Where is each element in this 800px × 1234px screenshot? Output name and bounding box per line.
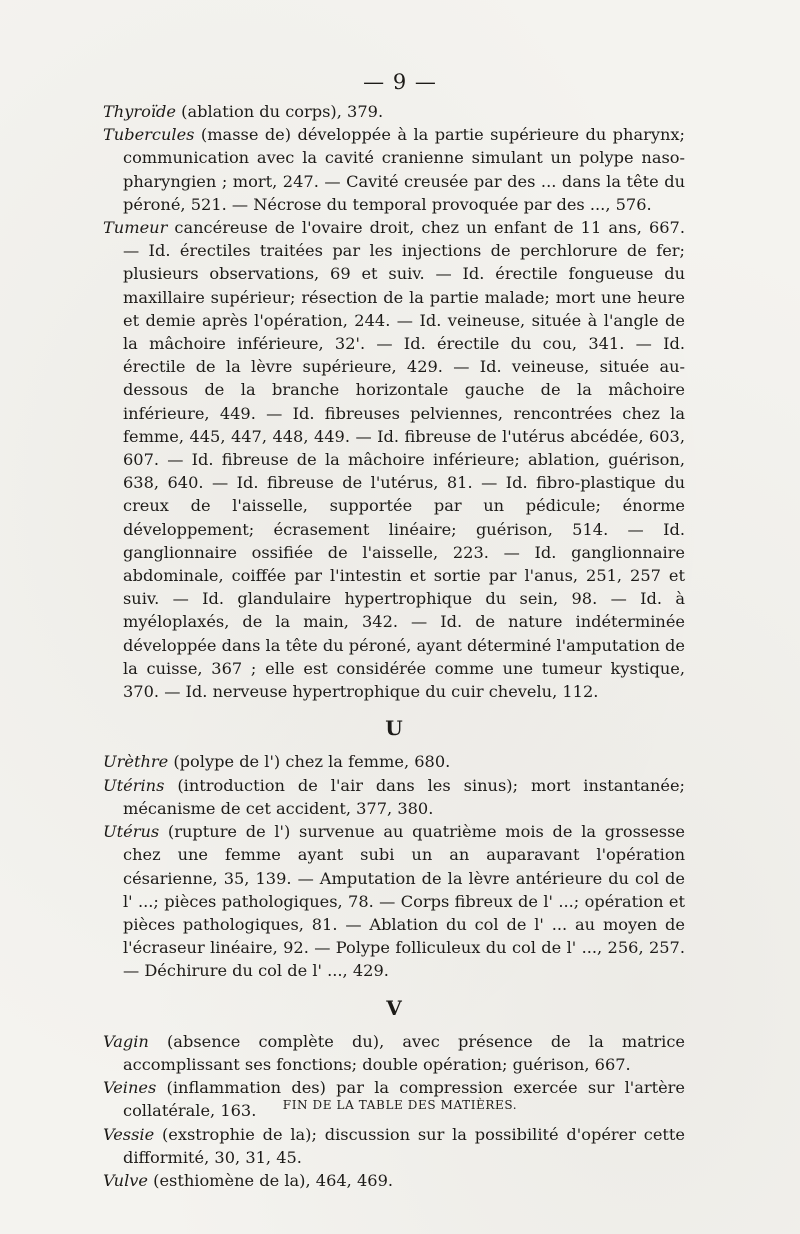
index-term: Veines [103, 1078, 157, 1098]
index-text: (ablation du corps), 379. [175, 102, 384, 121]
index-term: Vagin [103, 1031, 149, 1051]
index-term: Vulve [103, 1170, 148, 1190]
index-entry-tumeur [103, 216, 685, 703]
index-text: cancéreuse de l'ovaire droit, chez un enfant de 11 ans, 667. — Id. érectiles traitées par les injections de perchlorure de fer; plusieurs observations, 69 et suiv. — Id. érectile fongueuse du maxillaire supérieur; résection de la partie malade; mort une heure et demie après l'opération, 244. — Id. veineuse, située à l'angle de la mâchoire inférieure, 32'. — Id. érectile du cou, 341. — Id. érectile de la lèvre supérieure, 429. — Id. veineuse, située au-dessous de la branche horizontale gauche de la mâchoire inférieure, 449. — Id. fibreuses pelviennes, rencontrées chez la femme, 445, 447, 448, 449. — Id. fibreuse de l'utérus abcédée, 603, 607. — Id. fibreuse de la mâchoire inférieure; ablation, guérison, 638, 640. — Id. fibreuse de l'utérus, 81. — Id. fibro-plastique du creux de l'aisselle, supportée par un pédicule; énorme développement; écrasement linéaire; guérison, 514. — Id. ganglionnaire ossifiée de l'aisselle, 223. — Id. ganglionnaire abdominale, coiffée par l'intestin et sortie par l'anus, 251, 257 et suiv. — Id. glandulaire hypertrophique du sein, 98. — Id. à myéloplaxés, de la main, 342. — Id. de nature indéterminée développée dans la tête du péroné, ayant déterminé l'amputation de la cuisse, 367 ; elle est considérée comme une tumeur kystique, 370. — Id. nerveuse hypertrophique du cuir chevelu, 112. [123, 218, 685, 702]
index-entry-vulve [103, 1169, 685, 1192]
index-entry-uterins [103, 774, 685, 820]
index-entry-vessie [103, 1123, 685, 1169]
index-text: (absence complète du), avec présence de la matrice accomplissant ses fonctions; double opération; guérison, 667. [123, 1031, 685, 1074]
index-entry-tubercules [103, 123, 685, 216]
index-body [103, 100, 685, 1192]
index-text: (polype de l') chez la femme, 680. [168, 752, 451, 772]
index-entry-urethre [103, 750, 685, 773]
index-term: Tumeur [103, 218, 168, 238]
index-entry-vagin [103, 1030, 685, 1076]
end-of-table-footer: FIN DE LA TABLE DES MATIÈRES. [282, 1098, 518, 1112]
index-text: (masse de) développée à la partie supérieure du pharynx; communication avec la cavité cranienne simulant un polype naso-pharyngien ; mort, 247. — Cavité creusée par des ... dans la tête du péroné, 521. — Nécrose du temporal provoquée par des ..., 576. [123, 125, 685, 214]
index-term: Utérus [103, 822, 160, 842]
index-text: (exstrophie de la); discussion sur la possibilité d'opérer cette difformité, 30, 31, 45. [123, 1124, 685, 1167]
index-entry-uterus [103, 820, 685, 982]
section-letter-v: V [386, 995, 402, 1020]
index-term: Vessie [103, 1124, 155, 1144]
index-text: (esthiomène de la), 464, 469. [147, 1170, 394, 1190]
section-letter-u: U [385, 716, 403, 741]
index-entry-thyroide [103, 100, 685, 123]
index-text: (introduction de l'air dans les sinus); mort instantanée; mécanisme de cet accident, 377, 380. [123, 775, 685, 818]
index-term: Urèthre [103, 752, 169, 772]
index-text: (inflammation des) par la compression exercée sur l'artère collatérale, 163. [123, 1078, 685, 1121]
index-term: Thyroïde [103, 102, 176, 121]
page-number: — 9 — [363, 70, 437, 94]
index-term: Utérins [103, 775, 165, 795]
index-text: (rupture de l') survenue au quatrième mois de la grossesse chez une femme ayant subi un an auparavant l'opération césarienne, 35, 139. — Amputation de la lèvre antérieure du col de l' ...; pièces pathologiques, 78. — Corps fibreux de l' ...; opération et pièces pathologiques, 81. — Ablation du col de l' ... au moyen de l'écraseur linéaire, 92. — Polype folliculeux du col de l' ..., 256, 257. — Déchirure du col de l' ..., 429. [123, 822, 685, 981]
index-term: Tubercules [103, 125, 195, 145]
